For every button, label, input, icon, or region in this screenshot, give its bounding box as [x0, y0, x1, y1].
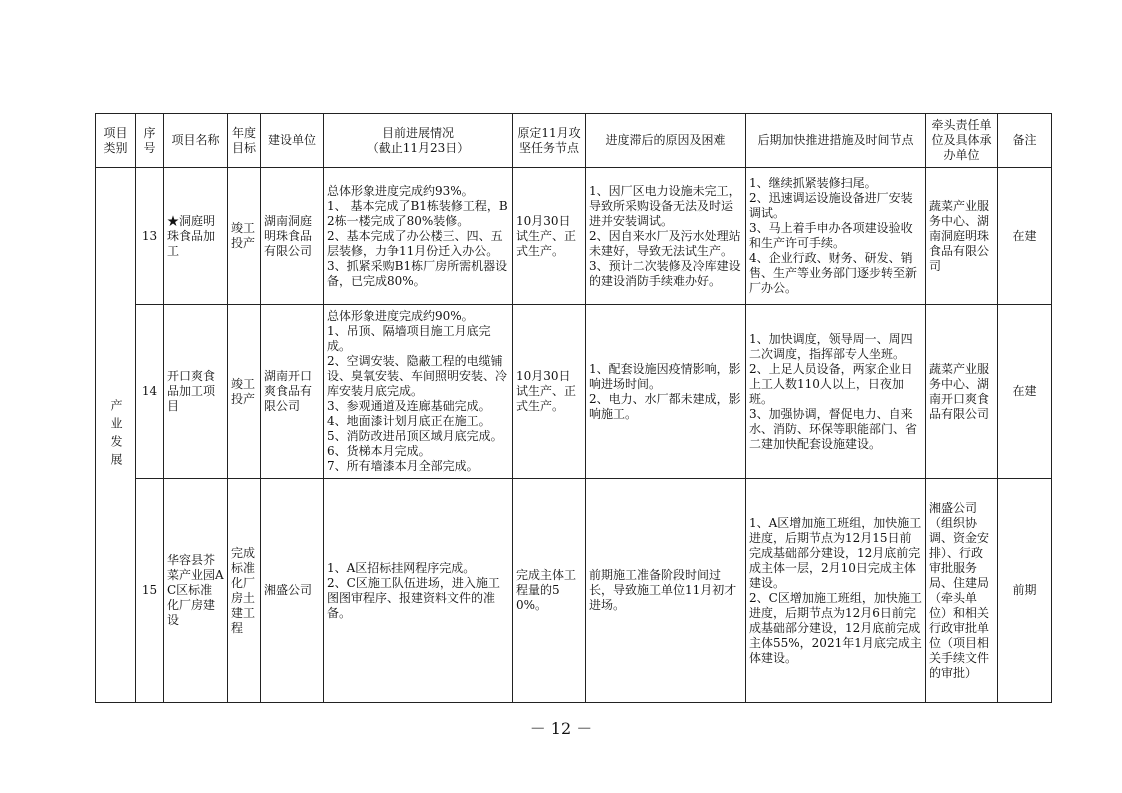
measures-line: 2、上足人员设备，两家企业日上工人数110人以上，日夜加班。: [749, 361, 913, 406]
seq-cell: 14: [136, 305, 164, 479]
reason-line: 1、因厂区电力设施未完工，导致所采购设备无法及时运进并安装调试。: [589, 183, 741, 228]
unit-cell: 湘盛公司: [261, 479, 324, 703]
header-progress: [324, 114, 513, 168]
remark-cell: 在建: [998, 305, 1052, 479]
measures-line: 4、企业行政、财务、研发、销售、生产等业务部门逐步转至新厂办公。: [749, 251, 918, 295]
reason-cell: [586, 305, 746, 479]
measures-line: 3、加强协调，督促电力、自来水、消防、环保等职能部门、省二建加快配套设施建设。: [749, 406, 918, 451]
header-lead: 牵头责任单位及具体承办单位: [926, 114, 998, 168]
goal-cell: 竣工投产: [228, 305, 261, 479]
progress-line: 1、 基本完成了B1栋装修工程，B2栋一楼完成了80%装修。: [327, 198, 508, 228]
unit-cell: 湖南开口爽食品有限公司: [261, 305, 324, 479]
progress-line: 3、参观通道及连廊基础完成。: [327, 399, 491, 413]
header-node: 原定11月攻坚任务节点: [513, 114, 586, 168]
reason-line: 1、配套设施因疫情影响，影响进场时间。: [589, 361, 741, 391]
reason-line: 前期施工准备阶段时间过长，导致施工单位11月初才进场。: [589, 568, 737, 612]
category-label: 产业发展: [109, 399, 123, 471]
seq-cell: 15: [136, 479, 164, 703]
progress-line: 1、吊顶、隔墙项目施工月底完成。: [327, 324, 491, 353]
goal-cell: 竣工投产: [228, 168, 261, 305]
measures-line: 3、马上着手申办各项建设验收和生产许可手续。: [749, 221, 913, 250]
header-progress-title: 目前进展情况: [381, 125, 454, 140]
progress-cell: [324, 168, 513, 305]
lead-cell: 湘盛公司（组织协调、资金安排）、行政审批服务局、住建局（牵头单位）和相关行政审批单位（项目相关手续文件的审批）: [926, 479, 998, 703]
name-cell: 开口爽食品加工项目: [164, 305, 228, 479]
header-row: [96, 114, 1052, 168]
page-number: － 12 －: [529, 719, 593, 738]
progress-line: 3、抓紧采购B1栋厂房所需机器设备，已完成80%。: [327, 258, 508, 288]
lead-cell: 蔬菜产业服务中心、湖南开口爽食品有限公司: [926, 305, 998, 479]
measures-line: 1、继续抓紧装修扫尾。: [749, 176, 877, 190]
unit-cell: 湖南洞庭明珠食品有限公司: [261, 168, 324, 305]
lead-cell: 蔬菜产业服务中心、湖南洞庭明珠食品有限公司: [926, 168, 998, 305]
category-cell: [96, 168, 136, 703]
header-unit: 建设单位: [261, 114, 324, 168]
header-goal: 年度目标: [228, 114, 261, 168]
progress-line: 2、空调安装、隐蔽工程的电缆铺设、臭氧安装、车间照明安装、冷库安装月底完成。: [327, 354, 508, 398]
header-measures: 后期加快推进措施及时间节点: [746, 114, 926, 168]
remark-cell: 前期: [998, 479, 1052, 703]
name-cell: ★洞庭明珠食品加工: [164, 168, 228, 305]
header-seq: 序号: [136, 114, 164, 168]
table-row: [96, 479, 1052, 703]
node-cell: 完成主体工程量的50%。: [513, 479, 586, 703]
progress-line: 2、C区施工队伍进场，进入施工图图审程序、报建资料文件的准备。: [327, 575, 500, 620]
progress-line: 6、货梯本月完成。: [327, 444, 431, 458]
measures-line: 1、A区增加施工班组，加快施工进度，后期节点为12月15日前完成基础部分建设，12月底前完成主体一层，2月10日完成主体建设。: [749, 515, 922, 590]
header-remark: 备注: [998, 114, 1052, 168]
progress-line: 5、消防改进吊顶区域月底完成。: [327, 429, 503, 443]
progress-line: 总体形象进度完成约90%。: [327, 309, 474, 323]
measures-cell: [746, 168, 926, 305]
progress-line: 总体形象进度完成约93%。: [327, 183, 474, 198]
name-cell: 华容县芥菜产业园AC区标准化厂房建设: [164, 479, 228, 703]
goal-cell: 完成标准化厂房土建工程: [228, 479, 261, 703]
measures-line: 1、加快调度，领导周一、周四二次调度，指挥部专人坐班。: [749, 331, 913, 361]
reason-line: 2、电力、水厂都未建成，影响施工。: [589, 391, 741, 421]
table-row: [96, 305, 1052, 479]
header-reason: 进度滞后的原因及困难: [586, 114, 746, 168]
measures-line: 2、C区增加施工班组，加快施工进度，后期节点为12月6日前完成基础部分建设，12月底前完成主体55%，2021年1月底完成主体建设。: [749, 590, 922, 665]
node-cell: 10月30日试生产、正式生产。: [513, 168, 586, 305]
reason-line: 3、预计二次装修及冷库建设的建设消防手续难办好。: [589, 258, 741, 288]
progress-line: 2、基本完成了办公楼三、四、五层装修，力争11月份迁入办公。: [327, 228, 503, 258]
progress-line: 7、所有墙漆本月全部完成。: [327, 459, 479, 473]
progress-cell: [324, 305, 513, 479]
reason-cell: [586, 168, 746, 305]
measures-cell: [746, 305, 926, 479]
progress-table: [95, 113, 1052, 703]
progress-cell: [324, 479, 513, 703]
remark-cell: 在建: [998, 168, 1052, 305]
header-progress-sub: （截止11月23日）: [366, 140, 470, 155]
node-cell: 10月30日试生产、正式生产。: [513, 305, 586, 479]
reason-line: 2、因自来水厂及污水处理站未建好，导致无法试生产。: [589, 228, 741, 258]
measures-line: 2、迅速调运设施设备进厂安装调试。: [749, 191, 913, 220]
progress-line: 4、地面漆计划月底正在施工。: [327, 414, 491, 428]
table-row: [96, 168, 1052, 305]
progress-line: 1、A区招标挂网程序完成。: [327, 560, 476, 575]
seq-cell: 13: [136, 168, 164, 305]
header-name: 项目名称: [164, 114, 228, 168]
measures-cell: [746, 479, 926, 703]
header-category: 项目类别: [96, 114, 136, 168]
reason-cell: [586, 479, 746, 703]
